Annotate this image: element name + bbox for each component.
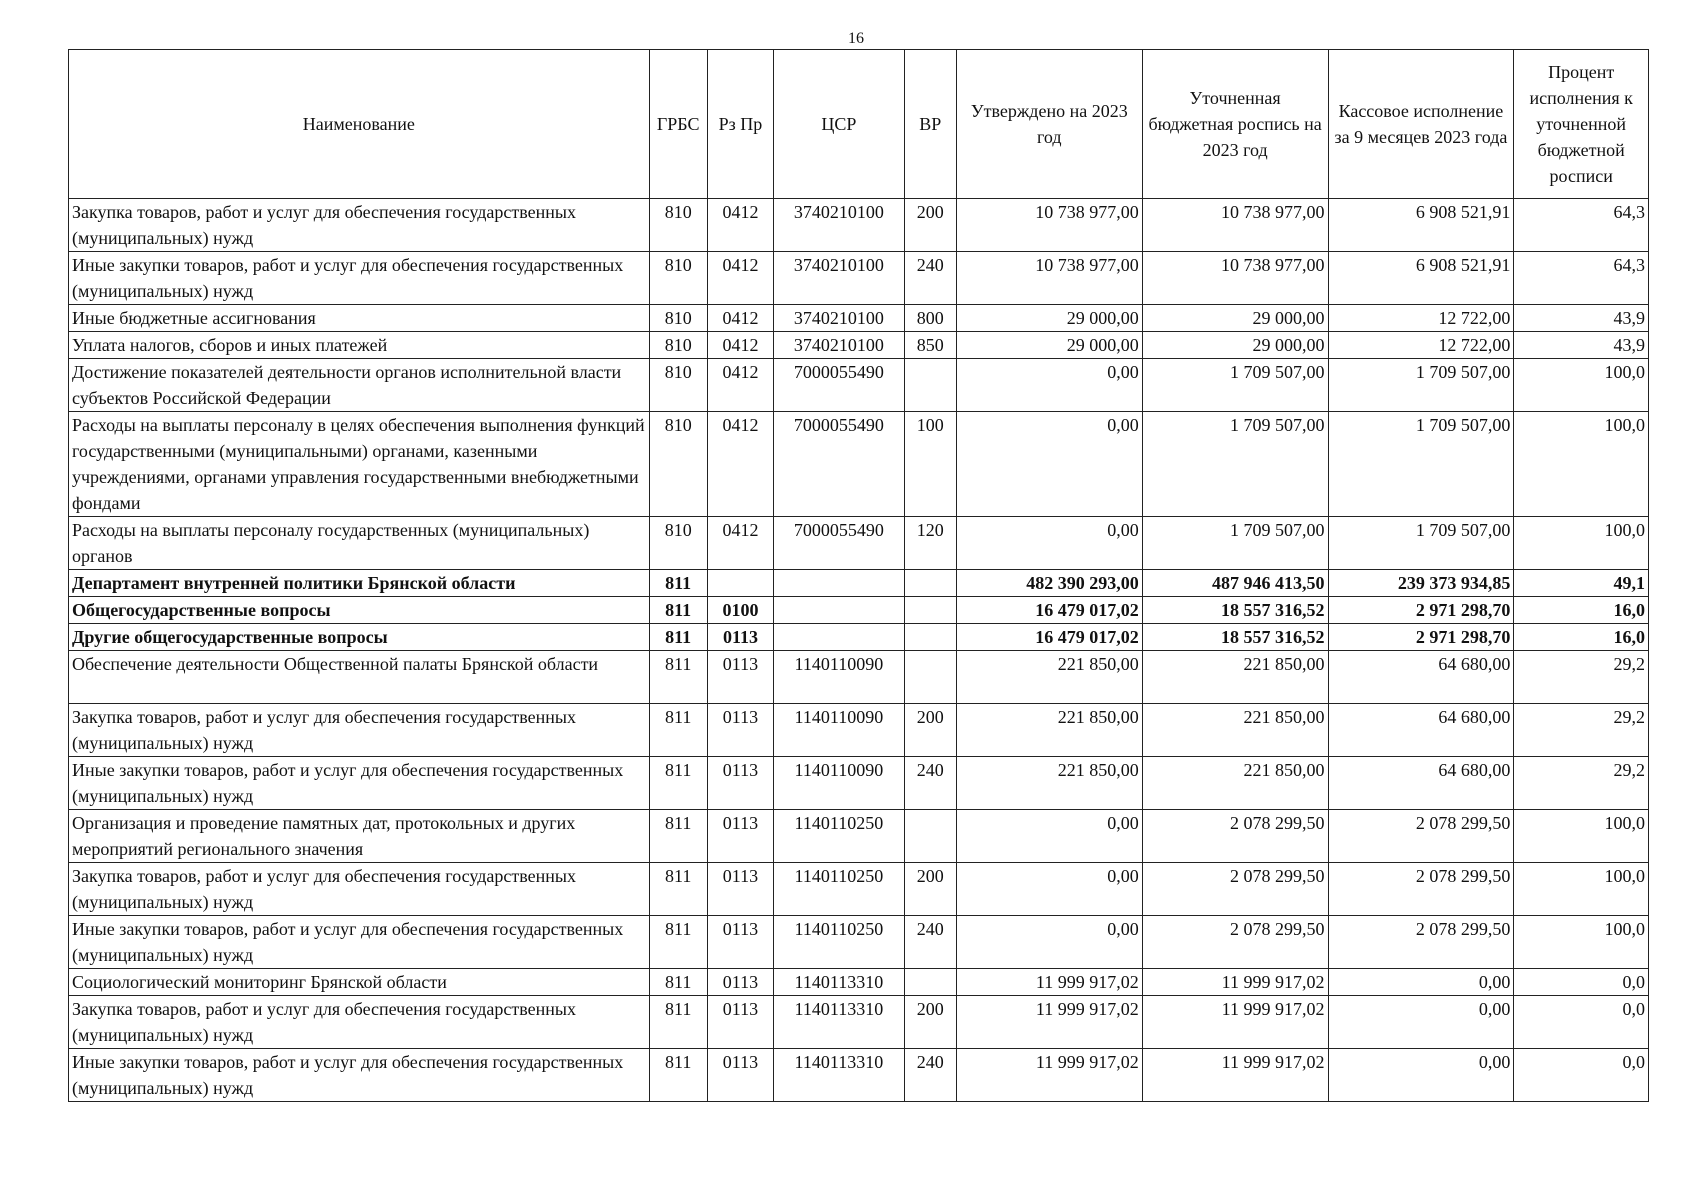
- cell-vr: 240: [904, 757, 956, 810]
- cell-rzpr: [707, 570, 773, 597]
- cell-executed: 2 078 299,50: [1328, 863, 1514, 916]
- cell-executed: 2 078 299,50: [1328, 810, 1514, 863]
- cell-percent: 29,2: [1514, 704, 1649, 757]
- cell-csr: 7000055490: [774, 412, 905, 517]
- header-rzpr: Рз Пр: [707, 50, 773, 199]
- cell-refined: 11 999 917,02: [1142, 1049, 1328, 1102]
- cell-executed: 0,00: [1328, 996, 1514, 1049]
- cell-rzpr: 0113: [707, 757, 773, 810]
- cell-rzpr: 0100: [707, 597, 773, 624]
- cell-rzpr: 0113: [707, 996, 773, 1049]
- cell-vr: 100: [904, 412, 956, 517]
- cell-csr: 1140110090: [774, 757, 905, 810]
- cell-executed: 6 908 521,91: [1328, 199, 1514, 252]
- cell-approved: 11 999 917,02: [956, 996, 1142, 1049]
- table-row: [69, 651, 1649, 704]
- cell-rzpr: 0412: [707, 359, 773, 412]
- cell-grbs: 811: [649, 704, 707, 757]
- cell-percent: 16,0: [1514, 597, 1649, 624]
- cell-vr: 200: [904, 199, 956, 252]
- table-row: [69, 996, 1649, 1049]
- cell-csr: [774, 570, 905, 597]
- header-csr: ЦСР: [774, 50, 905, 199]
- cell-percent: 29,2: [1514, 651, 1649, 704]
- cell-executed: 2 078 299,50: [1328, 916, 1514, 969]
- cell-approved: 10 738 977,00: [956, 252, 1142, 305]
- cell-approved: 10 738 977,00: [956, 199, 1142, 252]
- cell-grbs: 811: [649, 597, 707, 624]
- cell-refined: 221 850,00: [1142, 704, 1328, 757]
- cell-name: Департамент внутренней политики Брянской области: [69, 570, 650, 597]
- cell-csr: 3740210100: [774, 199, 905, 252]
- cell-refined: 1 709 507,00: [1142, 412, 1328, 517]
- cell-approved: 16 479 017,02: [956, 597, 1142, 624]
- cell-percent: 100,0: [1514, 916, 1649, 969]
- cell-executed: 64 680,00: [1328, 757, 1514, 810]
- cell-vr: 200: [904, 996, 956, 1049]
- cell-executed: 1 709 507,00: [1328, 359, 1514, 412]
- cell-executed: 239 373 934,85: [1328, 570, 1514, 597]
- cell-percent: 0,0: [1514, 969, 1649, 996]
- cell-rzpr: 0113: [707, 969, 773, 996]
- cell-refined: 2 078 299,50: [1142, 916, 1328, 969]
- cell-csr: 1140113310: [774, 1049, 905, 1102]
- table-row: [69, 570, 1649, 597]
- cell-percent: 100,0: [1514, 517, 1649, 570]
- table-row: [69, 597, 1649, 624]
- cell-name: Закупка товаров, работ и услуг для обеспечения государственных (муниципальных) нужд: [69, 199, 650, 252]
- cell-vr: 200: [904, 863, 956, 916]
- table-header-row: [69, 50, 1649, 199]
- cell-vr: 200: [904, 704, 956, 757]
- cell-name: Уплата налогов, сборов и иных платежей: [69, 332, 650, 359]
- cell-name: Достижение показателей деятельности органов исполнительной власти субъектов Российской Федерации: [69, 359, 650, 412]
- cell-csr: 3740210100: [774, 252, 905, 305]
- cell-grbs: 811: [649, 624, 707, 651]
- cell-refined: 18 557 316,52: [1142, 597, 1328, 624]
- cell-grbs: 811: [649, 757, 707, 810]
- header-refined: Уточненная бюджетная роспись на 2023 год: [1142, 50, 1328, 199]
- page-number: 16: [848, 30, 864, 47]
- cell-approved: 29 000,00: [956, 305, 1142, 332]
- cell-csr: 1140110250: [774, 810, 905, 863]
- cell-name: Закупка товаров, работ и услуг для обеспечения государственных (муниципальных) нужд: [69, 704, 650, 757]
- cell-grbs: 810: [649, 412, 707, 517]
- cell-name: Иные закупки товаров, работ и услуг для обеспечения государственных (муниципальных) нужд: [69, 757, 650, 810]
- cell-rzpr: 0113: [707, 704, 773, 757]
- cell-percent: 29,2: [1514, 757, 1649, 810]
- cell-vr: [904, 969, 956, 996]
- cell-executed: 64 680,00: [1328, 704, 1514, 757]
- cell-grbs: 810: [649, 332, 707, 359]
- header-grbs: ГРБС: [649, 50, 707, 199]
- cell-vr: 240: [904, 252, 956, 305]
- cell-name: Закупка товаров, работ и услуг для обеспечения государственных (муниципальных) нужд: [69, 863, 650, 916]
- table-row: [69, 517, 1649, 570]
- cell-vr: 800: [904, 305, 956, 332]
- cell-grbs: 810: [649, 252, 707, 305]
- cell-rzpr: 0412: [707, 199, 773, 252]
- cell-refined: 18 557 316,52: [1142, 624, 1328, 651]
- header-name: Наименование: [69, 50, 650, 199]
- cell-vr: 850: [904, 332, 956, 359]
- table-row: [69, 969, 1649, 996]
- cell-grbs: 811: [649, 570, 707, 597]
- cell-rzpr: 0412: [707, 252, 773, 305]
- cell-percent: 64,3: [1514, 252, 1649, 305]
- cell-approved: 482 390 293,00: [956, 570, 1142, 597]
- cell-percent: 49,1: [1514, 570, 1649, 597]
- cell-grbs: 811: [649, 810, 707, 863]
- cell-approved: 0,00: [956, 412, 1142, 517]
- cell-percent: 0,0: [1514, 1049, 1649, 1102]
- cell-refined: 221 850,00: [1142, 757, 1328, 810]
- table-row: [69, 704, 1649, 757]
- cell-refined: 1 709 507,00: [1142, 359, 1328, 412]
- table-row: [69, 1049, 1649, 1102]
- table-row: [69, 199, 1649, 252]
- budget-table: [68, 49, 1649, 1102]
- cell-percent: 16,0: [1514, 624, 1649, 651]
- table-row: [69, 332, 1649, 359]
- cell-name: Другие общегосударственные вопросы: [69, 624, 650, 651]
- cell-csr: 3740210100: [774, 305, 905, 332]
- cell-approved: 221 850,00: [956, 651, 1142, 704]
- cell-vr: [904, 810, 956, 863]
- cell-csr: 7000055490: [774, 517, 905, 570]
- cell-executed: 12 722,00: [1328, 332, 1514, 359]
- cell-csr: 1140110250: [774, 863, 905, 916]
- table-row: [69, 412, 1649, 517]
- cell-executed: 64 680,00: [1328, 651, 1514, 704]
- cell-csr: 1140110090: [774, 651, 905, 704]
- cell-executed: 2 971 298,70: [1328, 624, 1514, 651]
- cell-rzpr: 0412: [707, 412, 773, 517]
- cell-executed: 0,00: [1328, 1049, 1514, 1102]
- cell-percent: 64,3: [1514, 199, 1649, 252]
- cell-name: Расходы на выплаты персоналу в целях обеспечения выполнения функций государственными (муниципальными) органами, казенными учреждениями, органами управления государственными внебюджетными фондами: [69, 412, 650, 517]
- cell-name: Иные закупки товаров, работ и услуг для обеспечения государственных (муниципальных) нужд: [69, 252, 650, 305]
- cell-name: Обеспечение деятельности Общественной палаты Брянской области: [69, 651, 650, 704]
- cell-approved: 11 999 917,02: [956, 1049, 1142, 1102]
- cell-percent: 100,0: [1514, 810, 1649, 863]
- cell-refined: 10 738 977,00: [1142, 252, 1328, 305]
- cell-refined: 29 000,00: [1142, 332, 1328, 359]
- cell-rzpr: 0113: [707, 810, 773, 863]
- cell-vr: [904, 570, 956, 597]
- header-approved: Утверждено на 2023 год: [956, 50, 1142, 199]
- header-vr: ВР: [904, 50, 956, 199]
- cell-percent: 100,0: [1514, 863, 1649, 916]
- cell-grbs: 810: [649, 359, 707, 412]
- cell-percent: 0,0: [1514, 996, 1649, 1049]
- cell-csr: 1140113310: [774, 996, 905, 1049]
- cell-vr: [904, 359, 956, 412]
- cell-rzpr: 0113: [707, 863, 773, 916]
- cell-percent: 43,9: [1514, 332, 1649, 359]
- cell-grbs: 811: [649, 969, 707, 996]
- cell-refined: 2 078 299,50: [1142, 863, 1328, 916]
- table-row: [69, 863, 1649, 916]
- table-row: [69, 252, 1649, 305]
- cell-name: Иные закупки товаров, работ и услуг для обеспечения государственных (муниципальных) нужд: [69, 1049, 650, 1102]
- cell-vr: [904, 651, 956, 704]
- cell-approved: 11 999 917,02: [956, 969, 1142, 996]
- cell-rzpr: 0113: [707, 624, 773, 651]
- cell-approved: 221 850,00: [956, 704, 1142, 757]
- table-row: [69, 305, 1649, 332]
- table-row: [69, 624, 1649, 651]
- cell-approved: 221 850,00: [956, 757, 1142, 810]
- cell-executed: 2 971 298,70: [1328, 597, 1514, 624]
- cell-rzpr: 0113: [707, 651, 773, 704]
- header-percent: Процент исполнения к уточненной бюджетной росписи: [1514, 50, 1649, 199]
- cell-refined: 487 946 413,50: [1142, 570, 1328, 597]
- cell-approved: 29 000,00: [956, 332, 1142, 359]
- cell-grbs: 811: [649, 651, 707, 704]
- cell-grbs: 811: [649, 863, 707, 916]
- cell-name: Общегосударственные вопросы: [69, 597, 650, 624]
- cell-refined: 11 999 917,02: [1142, 996, 1328, 1049]
- cell-vr: [904, 597, 956, 624]
- cell-rzpr: 0412: [707, 517, 773, 570]
- cell-rzpr: 0113: [707, 1049, 773, 1102]
- cell-grbs: 811: [649, 916, 707, 969]
- cell-csr: [774, 624, 905, 651]
- table-row: [69, 916, 1649, 969]
- table-row: [69, 757, 1649, 810]
- cell-refined: 2 078 299,50: [1142, 810, 1328, 863]
- cell-csr: [774, 597, 905, 624]
- cell-name: Социологический мониторинг Брянской области: [69, 969, 650, 996]
- cell-csr: 3740210100: [774, 332, 905, 359]
- cell-executed: 12 722,00: [1328, 305, 1514, 332]
- cell-csr: 1140113310: [774, 969, 905, 996]
- cell-percent: 100,0: [1514, 412, 1649, 517]
- cell-vr: 240: [904, 916, 956, 969]
- cell-csr: 7000055490: [774, 359, 905, 412]
- cell-refined: 10 738 977,00: [1142, 199, 1328, 252]
- cell-vr: 120: [904, 517, 956, 570]
- table-row: [69, 359, 1649, 412]
- cell-refined: 29 000,00: [1142, 305, 1328, 332]
- cell-name: Иные бюджетные ассигнования: [69, 305, 650, 332]
- cell-csr: 1140110250: [774, 916, 905, 969]
- cell-rzpr: 0412: [707, 305, 773, 332]
- cell-grbs: 810: [649, 517, 707, 570]
- cell-name: Организация и проведение памятных дат, протокольных и других мероприятий регионального значения: [69, 810, 650, 863]
- cell-name: Расходы на выплаты персоналу государственных (муниципальных) органов: [69, 517, 650, 570]
- cell-csr: 1140110090: [774, 704, 905, 757]
- cell-rzpr: 0412: [707, 332, 773, 359]
- cell-grbs: 811: [649, 1049, 707, 1102]
- cell-percent: 43,9: [1514, 305, 1649, 332]
- cell-approved: 0,00: [956, 359, 1142, 412]
- cell-approved: 0,00: [956, 863, 1142, 916]
- cell-executed: 0,00: [1328, 969, 1514, 996]
- table-row: [69, 810, 1649, 863]
- cell-rzpr: 0113: [707, 916, 773, 969]
- cell-name: Иные закупки товаров, работ и услуг для обеспечения государственных (муниципальных) нужд: [69, 916, 650, 969]
- cell-refined: 1 709 507,00: [1142, 517, 1328, 570]
- cell-approved: 0,00: [956, 916, 1142, 969]
- cell-approved: 0,00: [956, 810, 1142, 863]
- cell-approved: 0,00: [956, 517, 1142, 570]
- cell-approved: 16 479 017,02: [956, 624, 1142, 651]
- cell-percent: 100,0: [1514, 359, 1649, 412]
- header-executed: Кассовое исполнение за 9 месяцев 2023 года: [1328, 50, 1514, 199]
- cell-vr: 240: [904, 1049, 956, 1102]
- cell-grbs: 810: [649, 305, 707, 332]
- cell-executed: 1 709 507,00: [1328, 517, 1514, 570]
- cell-vr: [904, 624, 956, 651]
- cell-grbs: 810: [649, 199, 707, 252]
- cell-executed: 1 709 507,00: [1328, 412, 1514, 517]
- cell-refined: 221 850,00: [1142, 651, 1328, 704]
- cell-refined: 11 999 917,02: [1142, 969, 1328, 996]
- cell-executed: 6 908 521,91: [1328, 252, 1514, 305]
- cell-name: Закупка товаров, работ и услуг для обеспечения государственных (муниципальных) нужд: [69, 996, 650, 1049]
- cell-grbs: 811: [649, 996, 707, 1049]
